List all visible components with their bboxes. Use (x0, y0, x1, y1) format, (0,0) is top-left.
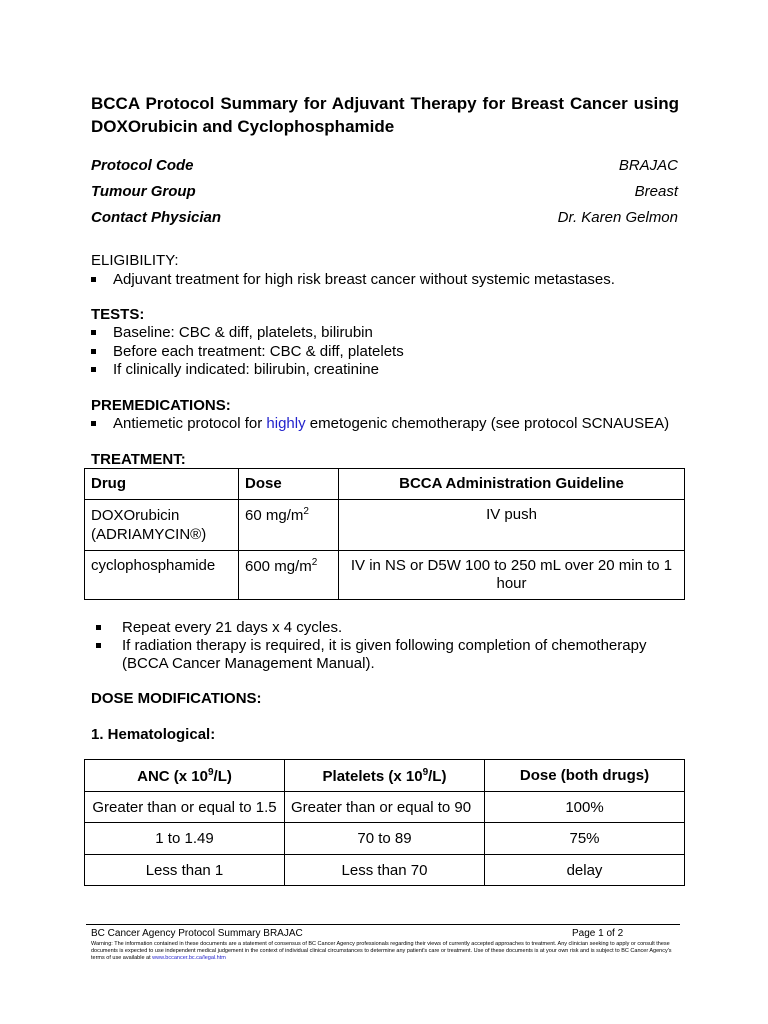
column-header-dose: Dose (239, 469, 339, 500)
bullet-icon (96, 643, 101, 648)
meta-label-protocol-code: Protocol Code (91, 157, 194, 174)
dose-modifications-heading: DOSE MODIFICATIONS: (91, 690, 262, 707)
premedications-heading: PREMEDICATIONS: (91, 397, 231, 414)
bullet-icon (91, 421, 96, 426)
column-header-dose: Dose (both drugs) (485, 760, 685, 792)
footer-title: BC Cancer Agency Protocol Summary BRAJAC (91, 928, 303, 939)
treatment-table (84, 468, 685, 600)
drug-cell: DOXOrubicin (ADRIAMYCIN®) (85, 500, 239, 551)
anc-cell: 1 to 1.49 (85, 823, 285, 855)
bullet-icon (91, 367, 96, 372)
table-row (85, 551, 685, 600)
highly-link[interactable]: highly (266, 415, 306, 432)
meta-label-contact-physician: Contact Physician (91, 209, 222, 226)
meta-value-protocol-code: BRAJAC (618, 157, 678, 174)
treatment-heading: TREATMENT: (91, 451, 186, 468)
legal-link[interactable]: www.bccancer.bc.ca/legal.htm (152, 955, 226, 961)
dose-cell: delay (485, 855, 685, 886)
column-header-anc: ANC (x $10^9/L$) (85, 760, 285, 792)
eligibility-heading: ELIGIBILITY: (91, 252, 179, 269)
column-header-guideline: BCCA Administration Guideline (339, 469, 685, 500)
guideline-cell: IV in NS or D5W 100 to 250 mL over 20 min to 1 hour (339, 551, 685, 600)
column-header-drug: Drug (85, 469, 239, 500)
footer-divider (86, 924, 680, 925)
bullet-icon (91, 330, 96, 335)
table-row (85, 823, 685, 855)
table-header-row (85, 760, 685, 792)
column-header-platelets: Platelets (x $10^9/L$) (285, 760, 485, 792)
dose-cell: 100% (485, 792, 685, 823)
platelets-cell: 70 to 89 (285, 823, 485, 855)
table-row (85, 855, 685, 886)
meta-value-tumour-group: Breast (634, 183, 678, 200)
footer-warning: Warning: The information contained in these documents are a statement of consensus of BC Cancer Agency professionals regarding their views of currently accepted approaches to treatment. Any clinician seeking to apply or consult these documents is expected to use independent medical judgement in the context of individual clinical circumstances to determine any patient's care or treatment. Use of these documents is at your own risk and is subject to BC Cancer Agency's terms of use available at www.bccancer.bc.ca/legal.htm (91, 941, 672, 961)
hematological-subheading: 1. Hematological: (91, 726, 216, 743)
guideline-cell: IV push (339, 500, 685, 551)
table-row (85, 500, 685, 551)
hematological-table (84, 759, 685, 886)
treatment-note-continued: (BCCA Cancer Management Manual). (122, 655, 375, 672)
dose-cell: 600 $mg/m^2$ (239, 551, 339, 600)
document-title: BCCA Protocol Summary for Adjuvant Therapy for Breast Cancer using DOXOrubicin and Cyclophosphamide (91, 94, 679, 136)
meta-value-contact-physician: Dr. Karen Gelmon (557, 209, 678, 226)
anc-cell: Less than 1 (85, 855, 285, 886)
tests-heading: TESTS: (91, 306, 145, 323)
platelets-cell: Greater than or equal to 90 (285, 792, 485, 823)
meta-label-tumour-group: Tumour Group (91, 183, 196, 200)
bullet-icon (91, 277, 96, 282)
platelets-cell: Less than 70 (285, 855, 485, 886)
dose-cell: 75% (485, 823, 685, 855)
table-row (85, 792, 685, 823)
drug-cell: cyclophosphamide (85, 551, 239, 600)
page-number: Page 1 of 2 (572, 928, 624, 939)
bullet-icon (96, 625, 101, 630)
dose-cell: 60 $mg/m^2$ (239, 500, 339, 551)
bullet-icon (91, 349, 96, 354)
table-header-row (85, 469, 685, 500)
anc-cell: Greater than or equal to 1.5 (85, 792, 285, 823)
